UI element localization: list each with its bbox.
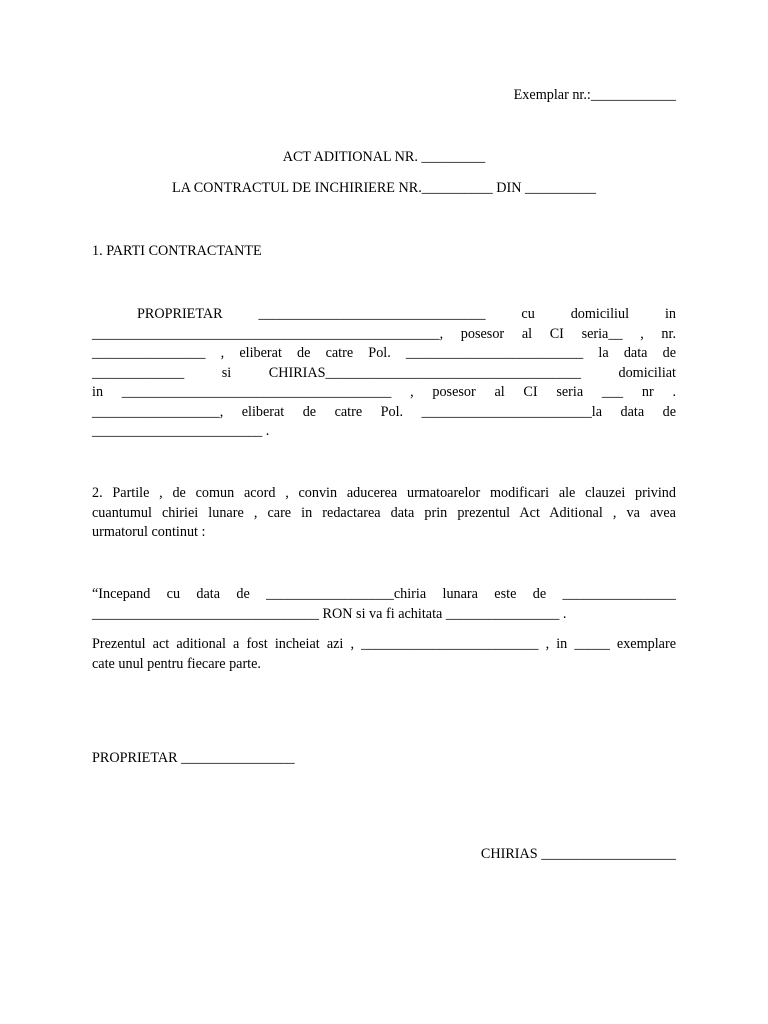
parties-paragraph [92,305,676,442]
paragraph-line: PROPRIETAR ________________________________ cu domiciliul in [137,306,676,322]
modification-paragraph [92,484,676,543]
paragraph-line: cuantumul chiriei lunare , care in redactarea data prin prezentul Act Aditional , va avea [92,504,676,521]
paragraph-line: 2. Partile , de comun acord , convin aducerea urmatoarelor modificari ale clauzei privind [92,485,676,501]
conclusion-paragraph [92,635,676,674]
section-heading-parties: 1. PARTI CONTRACTANTE [92,243,262,259]
paragraph-line: “Incepand cu data de __________________chiria lunara este de ________________ [92,586,676,602]
paragraph-line: ________________________________ RON si va fi achitata ________________ . [92,605,567,622]
paragraph-line: in ______________________________________ , posesor al CI seria ___ nr . [92,384,676,400]
owner-signature: PROPRIETAR ________________ [92,750,295,766]
paragraph-line: _________________________________________________, posesor al CI seria__ , nr. [92,325,676,342]
paragraph-line: urmatorul continut : [92,524,206,540]
paragraph-line: __________________, eliberat de catre Pol. ________________________la data de [92,403,676,420]
document-subtitle: LA CONTRACTUL DE INCHIRIERE NR.__________ DIN __________ [172,180,596,196]
copy-number: Exemplar nr.:____________ [513,87,676,103]
document-title: ACT ADITIONAL NR. _________ [282,149,486,165]
paragraph-line: cate unul pentru fiecare parte. [92,655,261,672]
tenant-signature: CHIRIAS ___________________ [480,846,676,862]
paragraph-line: ________________________ . [92,423,270,439]
rent-clause-paragraph [92,585,676,624]
paragraph-line: _____________ si CHIRIAS____________________________________ domiciliat [92,364,676,381]
paragraph-line: Prezentul act aditional a fost incheiat azi , _________________________ , in _____ exemplare [92,636,676,652]
paragraph-line: ________________ , eliberat de catre Pol. _________________________ la data de [92,345,676,361]
